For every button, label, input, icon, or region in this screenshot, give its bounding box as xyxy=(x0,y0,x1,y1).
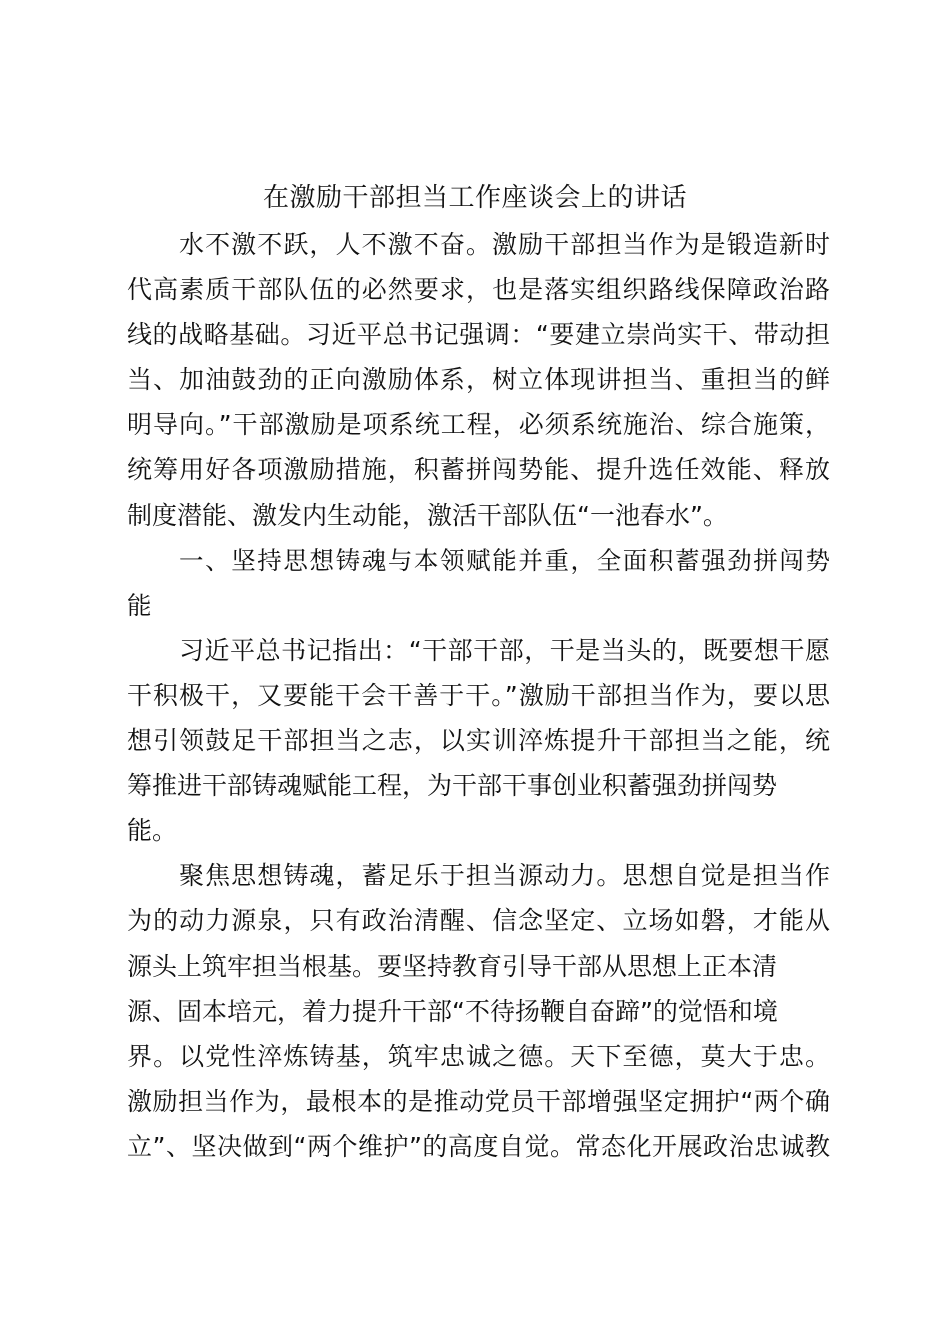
text-line: 源、固本培元，着力提升干部“不待扬鞭自奋蹄”的觉悟和境 xyxy=(127,996,778,1026)
text-line: 激励担当作为，最根本的是推动党员干部增强坚定拥护“两个确 xyxy=(127,1086,830,1116)
text-line: 水不激不跃，人不激不奋。激励干部担当作为是锻造新时 xyxy=(179,230,830,259)
heading-line: 一、坚持思想铸魂与本领赋能并重，全面积蓄强劲拼闯势 xyxy=(179,545,830,575)
paragraph-focus xyxy=(127,853,830,1169)
text-line: 制度潜能、激发内生动能，激活干部队伍“一池春水”。 xyxy=(127,500,728,530)
text-line: 为的动力源泉，只有政治清醒、信念坚定、立场如磐，才能从 xyxy=(127,906,830,936)
paragraph-intro xyxy=(127,222,830,538)
text-line: 界。以党性淬炼铸基，筑牢忠诚之德。天下至德，莫大于忠。 xyxy=(127,1041,830,1071)
text-line: 代高素质干部队伍的必然要求，也是落实组织路线保障政治路 xyxy=(127,275,830,305)
heading-line: 能 xyxy=(127,590,152,620)
text-line: 聚焦思想铸魂，蓄足乐于担当源动力。思想自觉是担当作 xyxy=(179,861,830,891)
text-line: 想引领鼓足干部担当之志，以实训淬炼提升干部担当之能，统 xyxy=(127,726,830,756)
text-line: 干积极干，又要能干会干善于干。”激励干部担当作为，要以思 xyxy=(127,680,830,710)
text-line: 统筹用好各项激励措施，积蓄拼闯势能、提升选任效能、释放 xyxy=(127,455,830,485)
paragraph-quote xyxy=(127,628,830,853)
text-line: 习近平总书记指出：“干部干部，干是当头的，既要想干愿 xyxy=(179,635,830,665)
document-title: 在激励干部担当工作座谈会上的讲话 xyxy=(262,183,687,213)
text-line: 源头上筑牢担当根基。要坚持教育引导干部从思想上正本清 xyxy=(127,951,778,981)
text-line: 线的战略基础。习近平总书记强调：“要建立崇尚实干、带动担 xyxy=(127,320,830,350)
document-body xyxy=(127,222,830,1169)
section-heading-1 xyxy=(127,538,830,628)
text-line: 立”、坚决做到“两个维护”的高度自觉。常态化开展政治忠诚教 xyxy=(127,1131,830,1161)
text-line: 当、加油鼓劲的正向激励体系，树立体现讲担当、重担当的鲜 xyxy=(127,365,830,395)
text-line: 筹推进干部铸魂赋能工程，为干部干事创业积蓄强劲拼闯势 xyxy=(127,771,778,801)
text-line: 明导向。”干部激励是项系统工程，必须系统施治、综合施策， xyxy=(127,410,830,440)
text-line: 能。 xyxy=(127,816,178,846)
